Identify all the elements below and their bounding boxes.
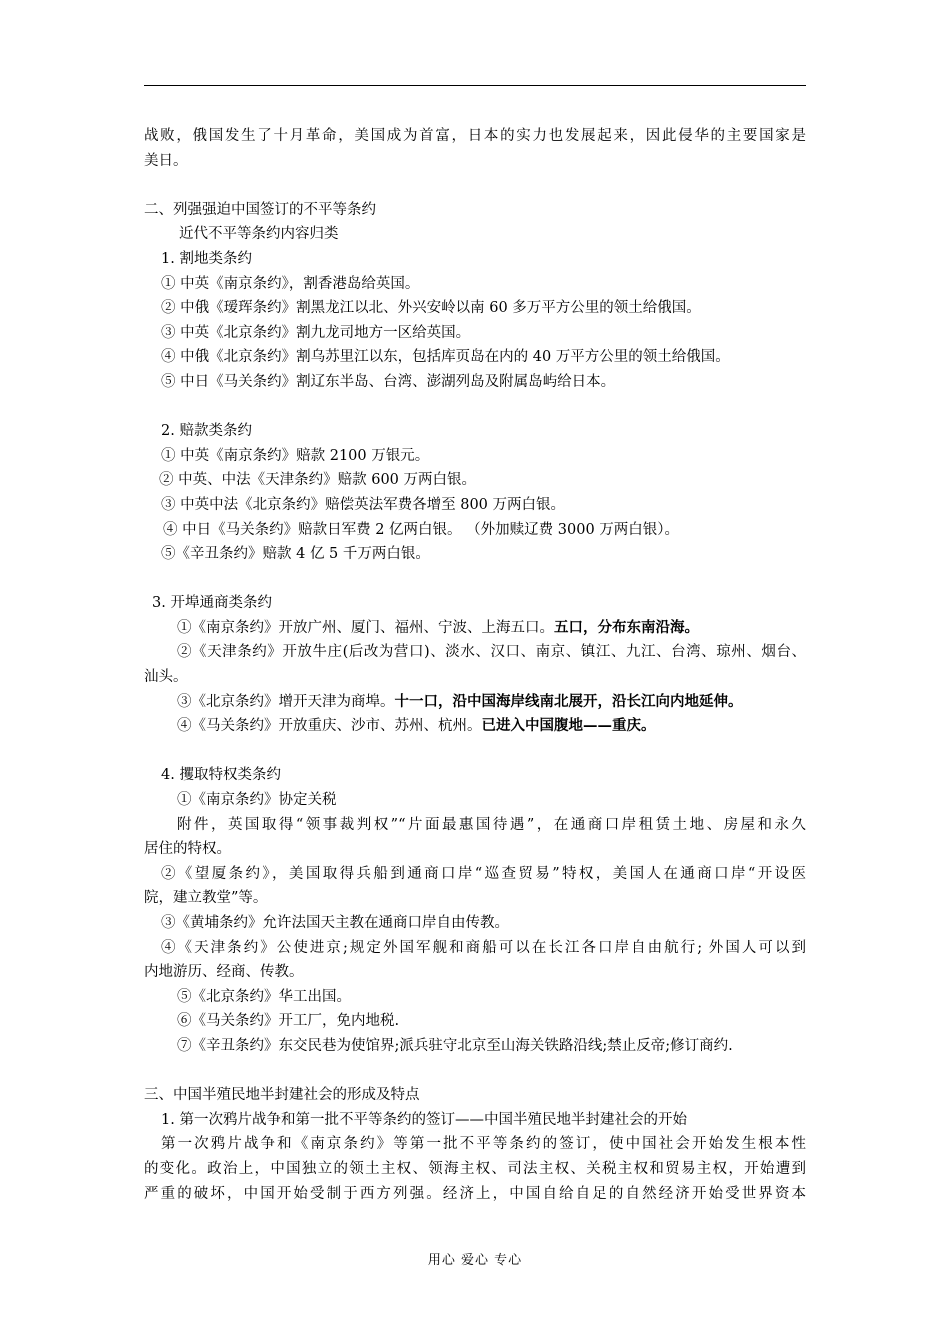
cat4-note-cont: 居住的特权。 (144, 841, 231, 858)
cat4-item-cont: 内地游历、经商、传教。 (144, 964, 304, 981)
cat3-item-emphasis: 十一口，沿中国海岸线南北展开，沿长江向内地延伸。 (394, 692, 743, 710)
section2-subtitle: 近代不平等条约内容归类 (179, 226, 339, 243)
cat4-item: ②《望厦条约》，美国取得兵船到通商口岸“巡查贸易”特权，美国人在通商口岸“开设医 (161, 865, 806, 882)
cat1-item: ⑤ 中日《马关条约》割辽东半岛、台湾、澎湖列岛及附属岛屿给日本。 (161, 373, 616, 390)
section3-title: 三、中国半殖民地半封建社会的形成及特点 (144, 1087, 420, 1104)
cat3-item-text: ③《北京条约》增开天津为商埠。 (177, 693, 395, 710)
cat2-title: 2. 赔款类条约 (161, 423, 252, 440)
section3-paragraph-line: 第一次鸦片战争和《南京条约》等第一批不平等条约的签订，使中国社会开始发生根本性 (161, 1136, 806, 1153)
cat3-item (144, 616, 806, 641)
cat1-item: ② 中俄《瑷珲条约》割黑龙江以北、外兴安岭以南 60 多万平方公里的领土给俄国。 (161, 300, 701, 317)
cat4-item: ④《天津条约》公使进京;规定外国军舰和商船可以在长江各口岸自由航行; 外国人可以到 (161, 939, 806, 956)
intro-line: 战败，俄国发生了十月革命，美国成为首富，日本的实力也发展起来，因此侵华的主要国家是 (144, 128, 806, 144)
cat4-title: 4. 攫取特权类条约 (161, 767, 281, 784)
cat4-item: ⑥《马关条约》开工厂，免内地税. (177, 1013, 400, 1030)
cat4-note: 附件，英国取得“领事裁判权”“片面最惠国待遇”，在通商口岸租赁土地、房屋和永久 (177, 816, 806, 833)
cat3-item-cont: 汕头。 (144, 669, 188, 686)
cat3-item (144, 714, 806, 739)
section2-title: 二、列强强迫中国签订的不平等条约 (144, 201, 376, 218)
cat2-item: ⑤《辛丑条约》赔款 4 亿 5 千万两白银。 (161, 546, 430, 563)
section3-sub1: 1. 第一次鸦片战争和第一批不平等条约的签订——中国半殖民地半封建社会的开始 (161, 1111, 687, 1128)
cat1-title: 1. 割地类条约 (161, 250, 252, 267)
header-rule (144, 85, 806, 86)
cat4-item: ③《黄埔条约》允许法国天主教在通商口岸自由传教。 (161, 915, 509, 931)
cat4-item: ⑤《北京条约》华工出国。 (177, 988, 351, 1005)
intro-line: 美日。 (144, 152, 188, 169)
page-footer: 用心 爱心 专心 (427, 1253, 523, 1268)
cat2-item: ④ 中日《马关条约》赔款日军费 2 亿两白银。 （外加赎辽费 3000 万两白银）。 (163, 521, 680, 538)
cat1-item: ③ 中英《北京条约》割九龙司地方一区给英国。 (161, 324, 471, 341)
section3-paragraph-line: 的变化。政治上，中国独立的领土主权、领海主权、司法主权、关税主权和贸易主权，开始遭到 (144, 1160, 806, 1177)
cat2-item: ③ 中英中法《北京条约》赔偿英法军费各增至 800 万两白银。 (161, 496, 566, 513)
cat4-item: ⑦《辛丑条约》东交民巷为使馆界;派兵驻守北京至山海关铁路沿线;禁止反帝;修订商约. (177, 1037, 733, 1054)
cat3-item-emphasis: 已进入中国腹地——重庆。 (481, 717, 656, 735)
cat2-item: ② 中英、中法《天津条约》赔款 600 万两白银。 (159, 472, 477, 489)
cat3-title: 3. 开埠通商类条约 (152, 595, 272, 612)
cat4-item-cont: 院，建立教堂”等。 (144, 890, 268, 907)
cat3-item (144, 690, 806, 715)
cat3-item-text: ①《南京条约》开放广州、厦门、福州、宁波、上海五口。 (177, 619, 554, 636)
cat3-item-text: ④《马关条约》开放重庆、沙市、苏州、杭州。 (177, 718, 482, 735)
cat2-item: ① 中英《南京条约》赔款 2100 万银元。 (161, 447, 430, 464)
document-body (144, 124, 806, 1206)
cat4-item: ①《南京条约》协定关税 (177, 792, 337, 809)
cat1-item: ① 中英《南京条约》，割香港岛给英国。 (161, 275, 420, 292)
cat3-item: ②《天津条约》开放牛庄(后改为营口)、淡水、汉口、南京、镇江、九江、台湾、琼州、烟台、 (177, 644, 806, 661)
cat3-item-emphasis: 五口，分布东南沿海。 (554, 618, 699, 636)
section3-paragraph-line: 严重的破坏，中国开始受制于西方列强。经济上，中国自给自足的自然经济开始受世界资本 (144, 1185, 806, 1202)
cat1-item: ④ 中俄《北京条约》割乌苏里江以东，包括库页岛在内的 40 万平方公里的领土给俄国。 (161, 349, 730, 366)
